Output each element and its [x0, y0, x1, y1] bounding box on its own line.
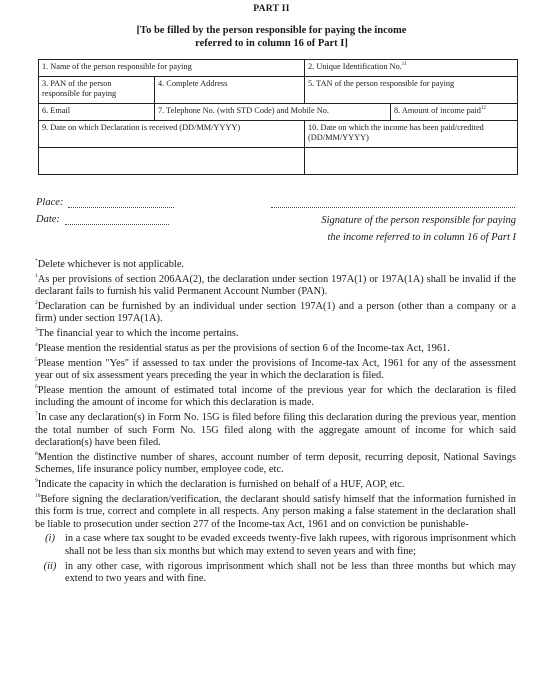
- note: $^6$Please mention the amount of estimated total income of the previous year for which the declaration is filed including the amount of income for which this declaration is made.: [35, 384, 516, 409]
- field-complete-address[interactable]: 4. Complete Address: [155, 77, 305, 104]
- payer-details-table: [38, 59, 518, 175]
- field-telephone[interactable]: 7. Telephone No. (with STD Code) and Mobile No.: [155, 104, 391, 121]
- signature-line-2: the income referred to in column 16 of Part I: [327, 232, 516, 243]
- note: $^2$Declaration can be furnished by an individual under section 197A(1) and a person (other than a company or a firm) under section 197A(1A).: [35, 300, 516, 325]
- signature-line-1: Signature of the person responsible for paying: [321, 215, 516, 226]
- sub-item: (ii) in any other case, with rigorous imprisonment which shall not be less than three months but which may extend to two years and with fine.: [43, 560, 516, 585]
- note: $^{10}$Before signing the declaration/verification, the declarant should satisfy himself that the information furnished in this form is true, correct and complete in all respects. Any person making a false statement in the declaration shall be liable to prosecution under section 277 of the Income-tax Act, 1961 and on conviction be punishable-: [35, 492, 516, 530]
- note: $^1$As per provisions of section 206AA(2), the declaration under section 197A(1) or 197A(1A) shall be invalid if the declarant fails to furnish his valid Permanent Account Number (PAN).: [35, 272, 516, 298]
- field-payer-name[interactable]: 1. Name of the person responsible for paying: [39, 60, 305, 77]
- date-label: Date:: [36, 214, 60, 225]
- subtitle-line-2: referred to in column 16 of Part I]: [195, 38, 348, 49]
- field-email[interactable]: 6. Email: [39, 104, 155, 121]
- field-payer-tan[interactable]: 5. TAN of the person responsible for paying: [305, 77, 518, 104]
- note: *Delete whichever is not applicable.: [35, 258, 185, 270]
- note: $^9$Indicate the capacity in which the declaration is furnished on behalf of a HUF, AOP, etc.: [35, 478, 405, 491]
- note: $^7$In case any declaration(s) in Form No. 15G is filed before filing this declaration during the previous year, mention the total number of such Form No. 15G filed along with the aggregate amount of income for which said declaration(s) have been filed.: [35, 411, 516, 449]
- part-title: PART II: [253, 4, 290, 14]
- note: $^4$Please mention the residential status as per the provisions of section 6 of the Income-tax Act, 1961.: [35, 342, 450, 354]
- sub-item: (i) in a case where tax sought to be evaded exceeds twenty-five lakh rupees, with rigorous imprisonment which shall not be less than six months but which may extend to seven years and with fine;: [45, 533, 516, 557]
- footnotes: [35, 259, 516, 588]
- field-amount-paid[interactable]: 8. Amount of income paid$^{12}$: [391, 104, 518, 121]
- subtitle-line-1: [To be filled by the person responsible for paying the income: [136, 25, 407, 36]
- field-declaration-received-date[interactable]: 9. Date on which Declaration is received (DD/MM/YYYY): [39, 121, 305, 148]
- part-subtitle: [60, 24, 483, 50]
- field-income-paid-date[interactable]: 10. Date on which the income has been paid/credited (DD/MM/YYYY): [305, 121, 518, 148]
- signature-dotted-line[interactable]: [271, 207, 515, 208]
- field-income-paid-date-value[interactable]: [305, 148, 518, 175]
- field-declaration-received-date-value[interactable]: [39, 148, 305, 175]
- field-payer-pan[interactable]: 3. PAN of the person responsible for paying: [39, 77, 155, 104]
- place-label: Place:: [36, 197, 64, 208]
- note: $^3$The financial year to which the income pertains.: [35, 327, 239, 340]
- note: $^5$Please mention "Yes" if assessed to tax under the provisions of Income-tax Act, 1961 for any of the assessment year out of six assessment years preceding the year in which the declaration is filed.: [35, 356, 516, 382]
- note: $^8$Mention the distinctive number of shares, account number of term deposit, recurring deposit, National Savings Schemes, life insurance policy number, employee code, etc.: [35, 450, 516, 476]
- field-unique-id[interactable]: 2. Unique Identification No.$^{11}$: [305, 60, 518, 77]
- date-dotted-line[interactable]: [65, 224, 169, 225]
- signature-caption: [258, 212, 516, 246]
- place-dotted-line[interactable]: [68, 207, 174, 208]
